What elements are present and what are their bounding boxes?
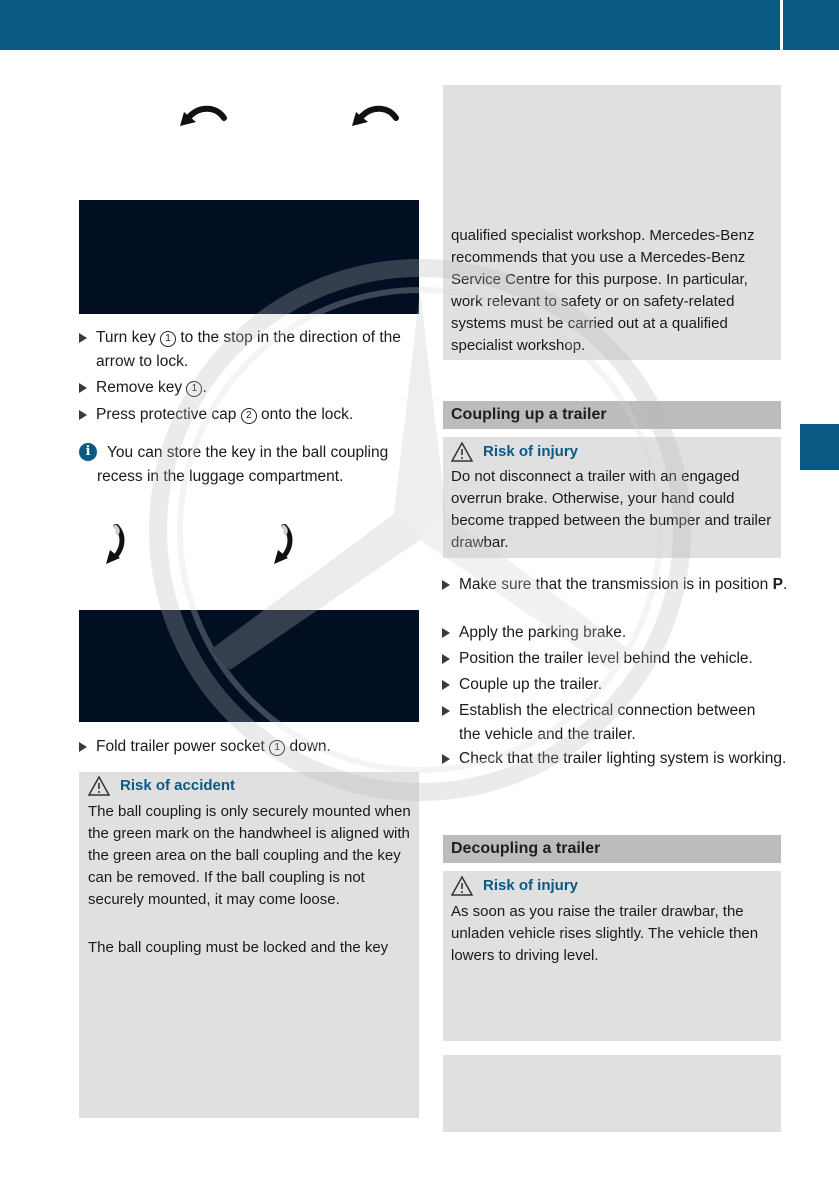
header-separator	[780, 0, 783, 50]
warning-text-injury-coupling: Do not disconnect a trailer with an engaged overrun brake. Otherwise, your hand could become trapped between the bumper and trailer drawbar.	[451, 468, 772, 551]
curved-arrow-icon	[104, 524, 128, 566]
curved-arrow-icon	[180, 104, 228, 128]
step-remove-key: Remove key 1 .	[79, 376, 436, 400]
warning-title-injury-decoupling: Risk of injury	[451, 875, 578, 897]
step-position-trailer: Position the trailer level behind the vehicle.	[442, 647, 801, 671]
heading-coupling-up: Coupling up a trailer	[443, 401, 781, 429]
curved-arrow-icon	[272, 524, 296, 566]
step-electrical-connection: Establish the electrical connection between the vehicle and the trailer.	[442, 699, 759, 747]
warning-text-injury-decoupling: As soon as you raise the trailer drawbar, the unladen vehicle rises slightly. The vehicle then lowers to driving level.	[451, 903, 759, 964]
heading-decoupling: Decoupling a trailer	[443, 835, 781, 863]
step-couple-trailer: Couple up the trailer.	[442, 673, 801, 697]
step-turn-key: Turn key 1 to the stop in the direction of the arrow to lock.	[79, 326, 436, 374]
warning-triangle-icon	[451, 442, 473, 462]
info-note: You can store the key in the ball coupling recess in the luggage compartment.	[97, 444, 389, 485]
info-icon: i	[79, 443, 97, 461]
warning-text-accident: The ball coupling is only securely mounted when the green mark on the handwheel is aligned with the green area on the ball coupling and the key can be removed. If the ball coupling is not securely mounted, it may come loose.	[88, 803, 411, 908]
warning-title-accident: Risk of accident	[88, 775, 235, 797]
step-fold-socket: Fold trailer power socket 1 down.	[79, 735, 436, 759]
illustration-power-socket	[79, 610, 419, 722]
step-check-lighting: Check that the trailer lighting system is working.	[442, 747, 801, 771]
note-text: qualified specialist workshop. Mercedes-Benz recommends that you use a Mercedes-Benz Service Centre for this purpose. In particular, work relevant to safety or on safety-related systems must be carried out at a qualified specialist workshop.	[451, 227, 755, 354]
step-parking-brake: Apply the parking brake.	[442, 621, 801, 645]
header-bar	[0, 0, 839, 50]
warning-triangle-icon	[88, 776, 110, 796]
step-press-cap: Press protective cap 2 onto the lock.	[79, 403, 436, 427]
warning-triangle-icon	[451, 876, 473, 896]
warning-text-accident-2: The ball coupling must be locked and the key	[88, 939, 389, 956]
warning-title-injury-coupling: Risk of injury	[451, 441, 578, 463]
step-transmission-p: Make sure that the transmission is in position P.	[442, 573, 801, 597]
section-tab	[800, 424, 839, 470]
illustration-ball-coupling-lock	[79, 200, 419, 314]
note-box-bottom	[443, 1055, 781, 1132]
curved-arrow-icon	[352, 104, 400, 128]
